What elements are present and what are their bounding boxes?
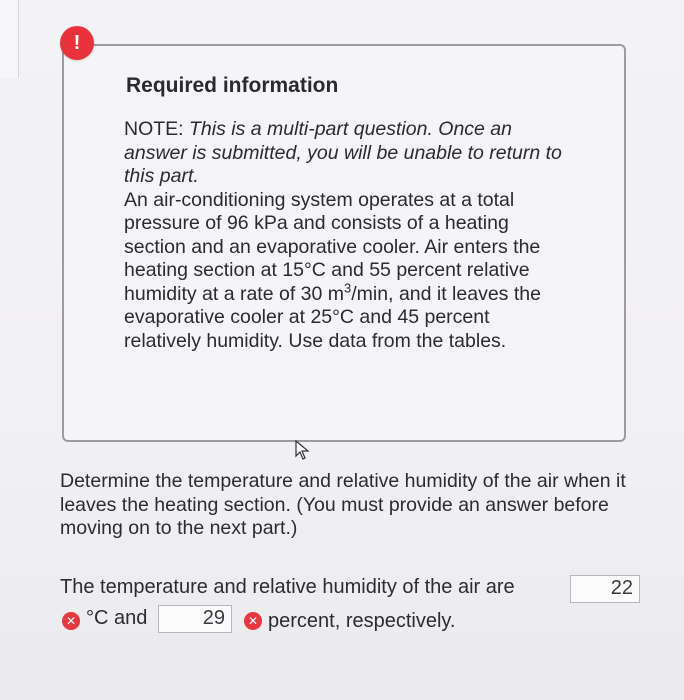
cubic-superscript: 3 (344, 280, 352, 295)
problem-statement-part3: relatively humidity. Use data from the tables. (124, 329, 507, 352)
mouse-cursor-icon (294, 440, 310, 460)
question-text: Determine the temperature and relative humidity of the air when it leaves the heating section. (You must provide an answer before moving on to the next part.) (60, 470, 626, 539)
note-text: This is a multi-part question. Once an answer is submitted, you will be unable to return to this part. (124, 118, 562, 187)
humidity-answer-field[interactable]: 29 (158, 605, 232, 633)
humidity-unit-label: percent, respectively. (268, 610, 456, 632)
exclamation-alert-icon: ! (60, 26, 94, 60)
answer-lead-text: The temperature and relative humidity of the air are (60, 576, 515, 598)
temperature-answer-field[interactable]: 22 (570, 575, 640, 603)
problem-statement-part1: An air-conditioning system operates at a total pressure of 96 kPa and consists of a heating section and an evaporative cooler. Air enters the heating section at 15°C and 55 percent relative humidity at a rate of 30 m (124, 188, 541, 305)
info-body (124, 118, 574, 353)
problem-statement-part2: /min, and it leaves the evaporative cooler at 25°C and 45 percent (124, 282, 541, 328)
incorrect-x-icon: ✕ (62, 612, 80, 630)
info-title: Required information (126, 74, 339, 97)
note-label: NOTE: (124, 118, 184, 140)
temperature-unit-label: °C and (86, 607, 148, 629)
side-panel-edge (0, 0, 19, 78)
incorrect-x-icon: ✕ (244, 612, 262, 630)
